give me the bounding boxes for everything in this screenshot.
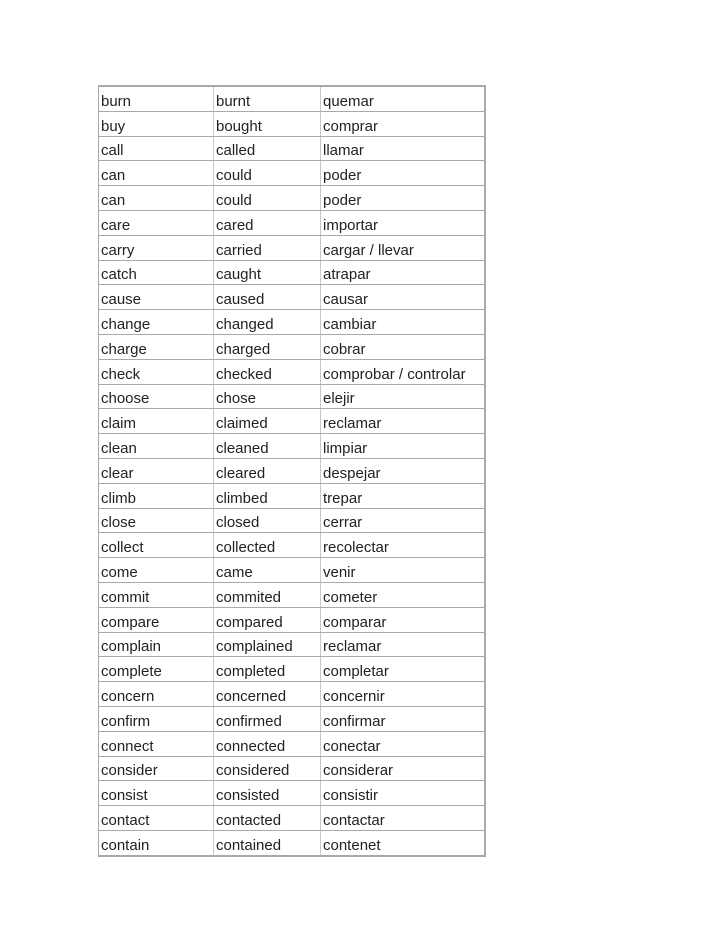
past-form-cell: bought [214,111,321,136]
past-form-cell: charged [214,334,321,359]
spanish-translation-cell: despejar [321,458,486,483]
past-form-cell: connected [214,731,321,756]
past-form-cell: chose [214,384,321,409]
past-form-cell: closed [214,508,321,533]
spanish-translation-cell: trepar [321,483,486,508]
past-form-cell: considered [214,756,321,781]
spanish-translation-cell: recolectar [321,533,486,558]
past-form-cell: consisted [214,781,321,806]
table-row [99,706,486,731]
spanish-translation-cell: elejir [321,384,486,409]
table-row [99,310,486,335]
verb-table-body [99,86,486,856]
base-form-cell: consider [99,756,214,781]
base-form-cell: concern [99,682,214,707]
table-row [99,731,486,756]
spanish-translation-cell: considerar [321,756,486,781]
base-form-cell: clean [99,434,214,459]
base-form-cell: cause [99,285,214,310]
table-row [99,458,486,483]
spanish-translation-cell: llamar [321,136,486,161]
base-form-cell: burn [99,86,214,111]
past-form-cell: completed [214,657,321,682]
table-row [99,483,486,508]
spanish-translation-cell: cargar / llevar [321,235,486,260]
spanish-translation-cell: concernir [321,682,486,707]
spanish-translation-cell: completar [321,657,486,682]
spanish-translation-cell: consistir [321,781,486,806]
table-row [99,682,486,707]
base-form-cell: commit [99,582,214,607]
table-row [99,558,486,583]
table-row [99,359,486,384]
base-form-cell: clear [99,458,214,483]
spanish-translation-cell: cerrar [321,508,486,533]
base-form-cell: complete [99,657,214,682]
past-form-cell: collected [214,533,321,558]
spanish-translation-cell: confirmar [321,706,486,731]
base-form-cell: change [99,310,214,335]
past-form-cell: came [214,558,321,583]
base-form-cell: compare [99,607,214,632]
past-form-cell: called [214,136,321,161]
table-row [99,657,486,682]
spanish-translation-cell: comparar [321,607,486,632]
table-row [99,508,486,533]
table-row [99,384,486,409]
base-form-cell: confirm [99,706,214,731]
table-row [99,260,486,285]
past-form-cell: contained [214,830,321,855]
past-form-cell: contacted [214,806,321,831]
spanish-translation-cell: atrapar [321,260,486,285]
base-form-cell: charge [99,334,214,359]
base-form-cell: connect [99,731,214,756]
base-form-cell: contact [99,806,214,831]
past-form-cell: carried [214,235,321,260]
spanish-translation-cell: venir [321,558,486,583]
table-row [99,334,486,359]
past-form-cell: could [214,186,321,211]
spanish-translation-cell: quemar [321,86,486,111]
table-row [99,607,486,632]
base-form-cell: climb [99,483,214,508]
table-row [99,582,486,607]
spanish-translation-cell: cometer [321,582,486,607]
table-row [99,86,486,111]
base-form-cell: care [99,210,214,235]
spanish-translation-cell: comprar [321,111,486,136]
spanish-translation-cell: reclamar [321,632,486,657]
table-row [99,409,486,434]
base-form-cell: consist [99,781,214,806]
past-form-cell: cared [214,210,321,235]
past-form-cell: cleaned [214,434,321,459]
past-form-cell: confirmed [214,706,321,731]
table-row [99,781,486,806]
base-form-cell: collect [99,533,214,558]
spanish-translation-cell: contactar [321,806,486,831]
past-form-cell: burnt [214,86,321,111]
base-form-cell: check [99,359,214,384]
base-form-cell: can [99,186,214,211]
verb-table [98,85,486,857]
past-form-cell: compared [214,607,321,632]
table-row [99,210,486,235]
base-form-cell: contain [99,830,214,855]
base-form-cell: carry [99,235,214,260]
past-form-cell: claimed [214,409,321,434]
past-form-cell: cleared [214,458,321,483]
past-form-cell: checked [214,359,321,384]
spanish-translation-cell: reclamar [321,409,486,434]
base-form-cell: complain [99,632,214,657]
past-form-cell: climbed [214,483,321,508]
past-form-cell: concerned [214,682,321,707]
spanish-translation-cell: conectar [321,731,486,756]
table-row [99,756,486,781]
table-row [99,111,486,136]
past-form-cell: changed [214,310,321,335]
spanish-translation-cell: cobrar [321,334,486,359]
table-row [99,161,486,186]
spanish-translation-cell: importar [321,210,486,235]
base-form-cell: can [99,161,214,186]
past-form-cell: caused [214,285,321,310]
table-row [99,235,486,260]
spanish-translation-cell: cambiar [321,310,486,335]
table-row [99,434,486,459]
base-form-cell: buy [99,111,214,136]
spanish-translation-cell: poder [321,186,486,211]
base-form-cell: call [99,136,214,161]
spanish-translation-cell: contenet [323,836,381,854]
base-form-cell: close [99,508,214,533]
table-row [99,186,486,211]
base-form-cell: claim [99,409,214,434]
spanish-translation-cell: poder [321,161,486,186]
table-row [99,533,486,558]
past-form-cell: complained [214,632,321,657]
table-row [99,830,486,855]
spanish-translation-cell: limpiar [321,434,486,459]
table-row [99,806,486,831]
spanish-translation-cell: comprobar / controlar [321,359,486,384]
past-form-cell: could [214,161,321,186]
past-form-cell: caught [214,260,321,285]
base-form-cell: come [99,558,214,583]
table-row [99,632,486,657]
base-form-cell: catch [99,260,214,285]
past-form-cell: commited [214,582,321,607]
table-row [99,285,486,310]
base-form-cell: choose [99,384,214,409]
spanish-translation-cell: causar [321,285,486,310]
table-row [99,136,486,161]
